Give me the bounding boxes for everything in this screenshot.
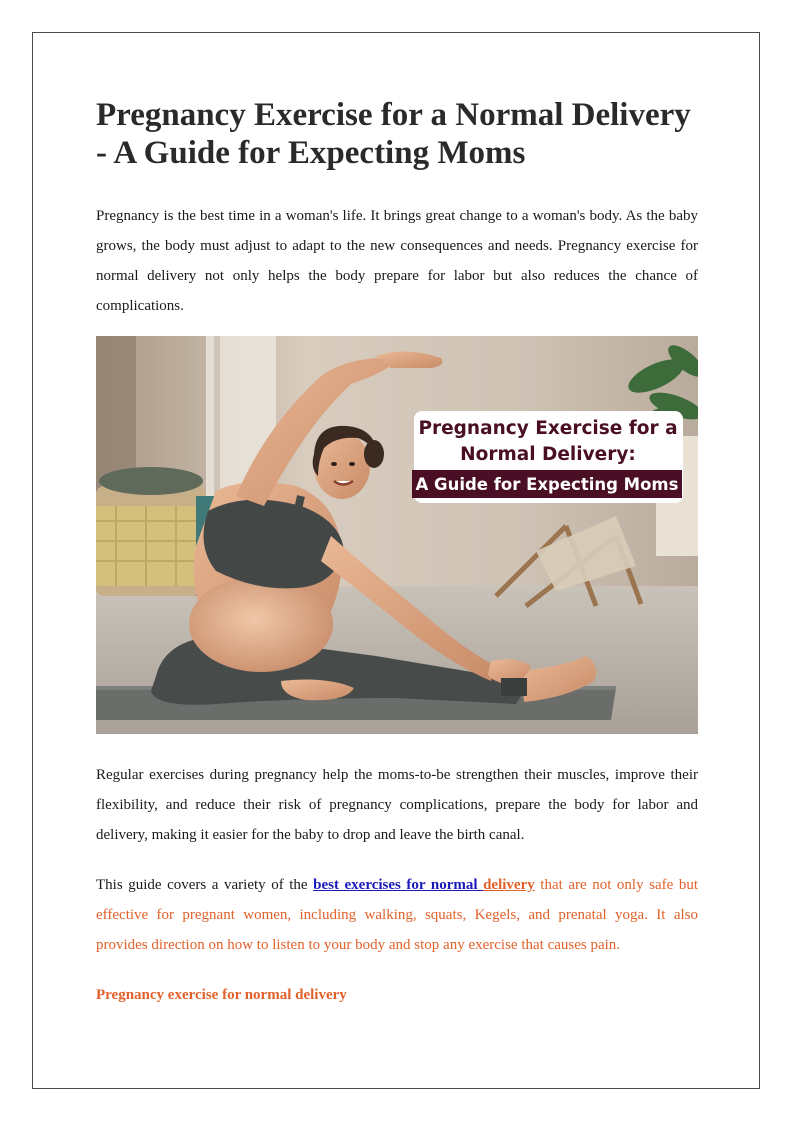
guide-paragraph [96,870,698,960]
guide-lead-text: This guide covers a variety of the [96,877,314,893]
section-heading: Pregnancy exercise for normal delivery [96,987,347,1003]
hero-banner [412,411,683,503]
best-exercises-link[interactable]: best exercises for normal [313,877,484,893]
intro-paragraph: Pregnancy is the best time in a woman's life. It brings great change to a woman's body. As the baby grows, the body must adjust to adapt to the new consequences and needs. Pregnancy exercise for normal delivery not only helps the body prepare for labor but also reduces the chance of complications. [96,208,698,314]
document-content [96,96,698,1010]
benefits-paragraph: Regular exercises during pregnancy help the moms-to-be strengthen their muscles, improve their flexibility, and reduce their risk of pregnancy complications, prepare the body for labor and delivery, making it easier for the baby to drop and leave the birth canal. [96,767,698,843]
guide-rest-text: that are not only safe but effective for pregnant women, including walking, squats, Kegels, and prenatal yoga. It also provides direction on how to listen to your body and stop any exercise that causes pain. [96,877,698,953]
banner-line-1: Pregnancy Exercise for a [418,418,678,439]
document-title: Pregnancy Exercise for a Normal Delivery - A Guide for Expecting Moms [96,97,691,171]
hero-image [96,336,698,734]
banner-line-2: Normal Delivery: [460,444,636,465]
banner-subtitle: A Guide for Expecting Moms [415,475,679,494]
delivery-link[interactable]: delivery [483,877,535,893]
